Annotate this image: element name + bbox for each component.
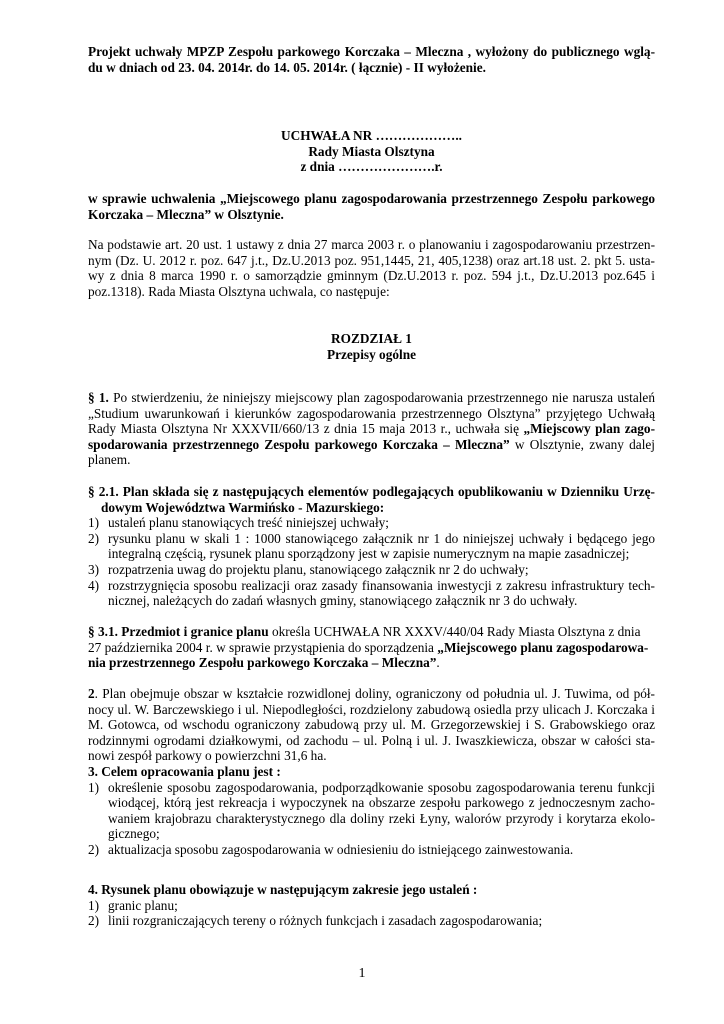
- resolution-subject: [88, 191, 655, 222]
- list-item-number: 2): [88, 841, 100, 857]
- section-2-1-heading-line: § 2.1. Plan składa się z następujących elementów podlegających opublikowaniu w Dzienniku Urzę-: [88, 484, 655, 499]
- section-1-line: [88, 421, 655, 437]
- list-item-number: 1): [88, 897, 100, 913]
- list-item-number: 4): [88, 577, 100, 593]
- section-2-1-heading-line: dowym Województwa Warmińsko - Mazurskiego:: [101, 499, 385, 515]
- resolution-body: Rady Miasta Olsztyna: [308, 143, 435, 159]
- list-item-text: granic planu;: [108, 897, 178, 913]
- list-item: [88, 780, 655, 842]
- list-item: [88, 842, 655, 858]
- point-2-text: . Plan obejmuje obszar w kształcie rozwidlonej doliny, ograniczony od południa ul. J. Tuwima, od pół-: [94, 686, 655, 701]
- section-1-plan-name: spodarowania przestrzennego Zespołu parkowego Korczaka – Mleczna”: [88, 436, 510, 452]
- list-item: [88, 578, 655, 609]
- section-3-1-line: [88, 624, 655, 640]
- section-3-1-heading: § 3.1. Przedmiot i granice planu: [88, 624, 269, 639]
- preamble-line: wy z dnia 8 marca 1990 r. o samorządzie gminnym (Dz.U.2013 r. poz. 594 j.t., Dz.U.2013 poz.645 i: [88, 268, 655, 284]
- point-2-line: rodzinnymi ogrodami działkowymi, od zachodu – ul. Polną i ul. J. Iwaszkiewicza, obszar w całości sta-: [88, 732, 655, 748]
- section-3-1-text: określa UCHWAŁA NR XXXV/440/04 Rady Miasta Olsztyna z dnia: [271, 624, 641, 639]
- subject-line: w sprawie uchwalenia „Miejscowego planu zagospodarowania przestrzennego Zespołu parkowego: [88, 191, 655, 206]
- point-4-heading: 4. Rysunek planu obowiązuje w następującym zakresie jego ustaleń :: [88, 882, 478, 897]
- section-1-plan-name: „Miejscowy plan zago-: [523, 421, 655, 437]
- section-1-line: [88, 390, 655, 406]
- section-1-text: w Olsztynie, zwany dalej: [514, 436, 655, 452]
- section-1-mark: § 1.: [88, 390, 109, 405]
- list-item: [88, 913, 655, 929]
- point-2-number: 2: [88, 686, 95, 701]
- point-3: [88, 764, 655, 858]
- section-1-text: Po stwierdzeniu, że niniejszy miejscowy plan zagospodarowania przestrzennego nie narusza ustaleń: [113, 390, 655, 405]
- list-item-text: gicznego;: [108, 826, 160, 842]
- point-2-line: M. Gotowca, od wschodu ograniczony zabudową przy ul. M. Grzegorzewskiej i S. Grabowskiego oraz: [88, 717, 655, 733]
- list-item-text: rysunku planu w skali 1 : 1000 stanowiącego załącznik nr 1 do niniejszej uchwały i będącego jego: [108, 530, 655, 546]
- list-item-text: integralną częścią, rysunek planu sporządzony jest w zapisie numerycznym na mapie zasadniczej;: [108, 546, 630, 562]
- point-2-line: nocy ul. W. Barczewskiego i ul. Niepodległości, rozdzielony zabudową osiedla przy ulicach J. Korczaka i: [88, 701, 655, 717]
- section-1-line: planem.: [88, 452, 131, 468]
- section-1: [88, 390, 655, 468]
- chapter-heading: [88, 331, 655, 362]
- preamble-line: Na podstawie art. 20 ust. 1 ustawy z dnia 27 marca 2003 r. o planowaniu i zagospodarowaniu przestrzen-: [88, 237, 655, 252]
- section-3-1-line: [88, 655, 655, 671]
- list-item-number: 2): [88, 913, 100, 929]
- section-1-line: „Studium uwarunkowań i kierunków zagospodarowania przestrzennego Olsztyna” przyjętego Uchwałą: [88, 405, 655, 421]
- point-3-heading: 3. Celem opracowania planu jest :: [88, 764, 281, 779]
- section-1-text: Rady Miasta Olsztyna Nr XXXVII/660/13 z dnia 15 maja 2013 r., uchwała się: [88, 421, 519, 437]
- preamble-line: poz.1318). Rada Miasta Olsztyna uchwala, co następuje:: [88, 283, 390, 299]
- list-item-text: nicznej, należących do zadań własnych gminy, stanowiącego załącznik nr 3 do uchwały.: [108, 593, 578, 609]
- list-item-text: rozstrzygnięcia sposobu realizacji oraz zasady finansowania inwestycji z zakresu infrastruktury tech-: [108, 577, 655, 593]
- section-2-1: [88, 484, 655, 609]
- list-item-text: rozpatrzenia uwag do projektu planu, stanowiącego załącznik nr 2 do uchwały;: [108, 561, 529, 577]
- point-2-line: nowi zespół parkowy o powierzchni 31,6 ha.: [88, 748, 327, 764]
- list-item: [88, 898, 655, 914]
- section-3-1-plan-name: nia przestrzennego Zespołu parkowego Korczaka – Mleczna”: [88, 655, 437, 671]
- section-3-1-plan-name: „Miejscowego planu zagospodarowa-: [437, 639, 649, 655]
- list-item-text: określenie sposobu zagospodarowania, podporządkowanie sposobu zagospodarowania terenu funkcji: [108, 779, 655, 795]
- list-item-text: linii rozgraniczających tereny o różnych funkcjach i zasadach zagospodarowania;: [108, 913, 543, 929]
- subject-line: Korczaka – Mleczna” w Olsztynie.: [88, 206, 284, 222]
- list-item-text: wiodącej, którą jest rekreacja i wypoczynek na obszarze zespołu parkowego z jednoczesnym zacho-: [108, 795, 655, 811]
- list-item-number: 3): [88, 561, 100, 577]
- section-3-1-line: [88, 640, 655, 656]
- list-item-number: 1): [88, 779, 100, 795]
- resolution-date: z dnia ………………….r.: [300, 159, 443, 175]
- header-line: Projekt uchwały MPZP Zespołu parkowego Korczaka – Mleczna , wyłożony do publicznego wglą-: [88, 44, 655, 59]
- list-item: [88, 515, 655, 531]
- list-item-number: 1): [88, 515, 100, 531]
- list-item: [88, 562, 655, 578]
- document-header: [88, 44, 655, 75]
- header-line: du w dniach od 23. 04. 2014r. do 14. 05. 2014r. ( łącznie) - II wyłożenie.: [88, 59, 486, 75]
- point-2: [88, 686, 655, 764]
- point-4: [88, 882, 655, 929]
- page-number: 1: [358, 966, 366, 981]
- preamble-line: nym (Dz. U. 2012 r. poz. 647 j.t., Dz.U.2013 poz. 951,1445, 21, 405,1238) oraz art.18 ust. 2. pkt 5. usta-: [88, 252, 655, 268]
- list-item-text: waniem krajobrazu charakterystycznego dla doliny rzeki Łyny, walorów przyrody i korytarza ekolo-: [108, 810, 655, 826]
- section-3-1-text: .: [436, 655, 440, 671]
- section-3-1-text: 27 października 2004 r. w sprawie przystąpienia do sporządzenia: [88, 639, 434, 655]
- section-2-1-heading: [88, 484, 655, 515]
- list-item-number: 2): [88, 530, 100, 546]
- point-2-line: [88, 686, 655, 702]
- resolution-title: [88, 128, 655, 175]
- list-item-text: ustaleń planu stanowiących treść niniejszej uchwały;: [108, 515, 389, 531]
- list-item-text: aktualizacja sposobu zagospodarowania w odniesieniu do istniejącego zainwestowania.: [108, 841, 574, 857]
- section-3-1: [88, 624, 655, 671]
- chapter-number: ROZDZIAŁ 1: [331, 331, 412, 346]
- section-1-line: [88, 437, 655, 453]
- preamble: [88, 237, 655, 299]
- list-item: [88, 531, 655, 562]
- chapter-title: Przepisy ogólne: [326, 346, 416, 362]
- resolution-number: UCHWAŁA NR ………………..: [281, 128, 462, 143]
